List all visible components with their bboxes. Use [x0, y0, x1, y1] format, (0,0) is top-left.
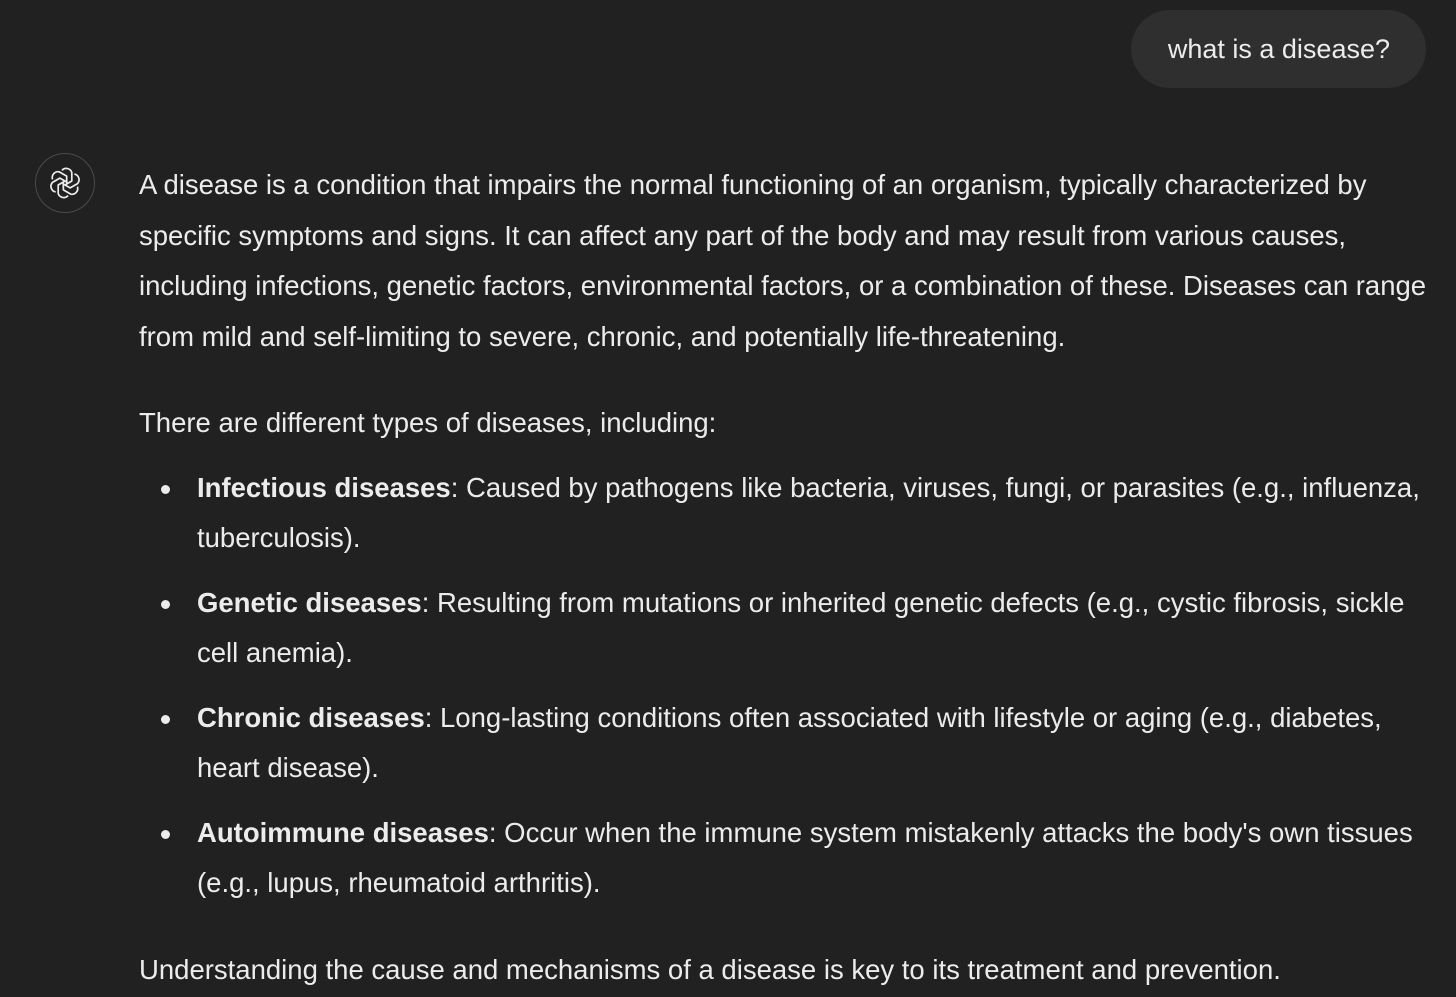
list-item: [139, 808, 1439, 909]
list-item-term: Chronic diseases: [197, 701, 425, 733]
user-message-text: what is a disease?: [1167, 33, 1390, 64]
assistant-response: [139, 160, 1439, 995]
list-item: [139, 463, 1439, 564]
list-item-term: Autoimmune diseases: [197, 816, 489, 848]
list-item-term: Infectious diseases: [197, 471, 451, 503]
disease-types-list: [139, 463, 1439, 909]
assistant-avatar: [35, 153, 95, 213]
list-item-description: : Caused by pathogens like bacteria, viruses, fungi, or parasites (e.g., influenza, tuberculosis).: [197, 471, 1420, 553]
response-conclusion-paragraph: Understanding the cause and mechanisms of a disease is key to its treatment and prevention.: [139, 953, 1281, 985]
list-item: [139, 693, 1439, 794]
list-item-description: : Occur when the immune system mistakenly attacks the body's own tissues (e.g., lupus, rheumatoid arthritis).: [197, 816, 1413, 898]
list-item-term: Genetic diseases: [197, 586, 422, 618]
list-item-description: : Long-lasting conditions often associated with lifestyle or aging (e.g., diabetes, heart disease).: [197, 701, 1382, 783]
types-intro-paragraph: There are different types of diseases, including:: [139, 407, 717, 438]
response-intro-paragraph: A disease is a condition that impairs the normal functioning of an organism, typically characterized by specific symptoms and signs. It can affect any part of the body and may result from various causes, including infections, genetic factors, environmental factors, or a combination of these. Diseases can range from mild and self-limiting to severe, chronic, and potentially life-threatening.: [139, 169, 1427, 352]
list-item: [139, 578, 1439, 679]
list-item-description: : Resulting from mutations or inherited genetic defects (e.g., cystic fibrosis, sickle cell anemia).: [197, 586, 1405, 668]
openai-logo-icon: [48, 166, 82, 200]
user-message-bubble: [1131, 10, 1426, 88]
